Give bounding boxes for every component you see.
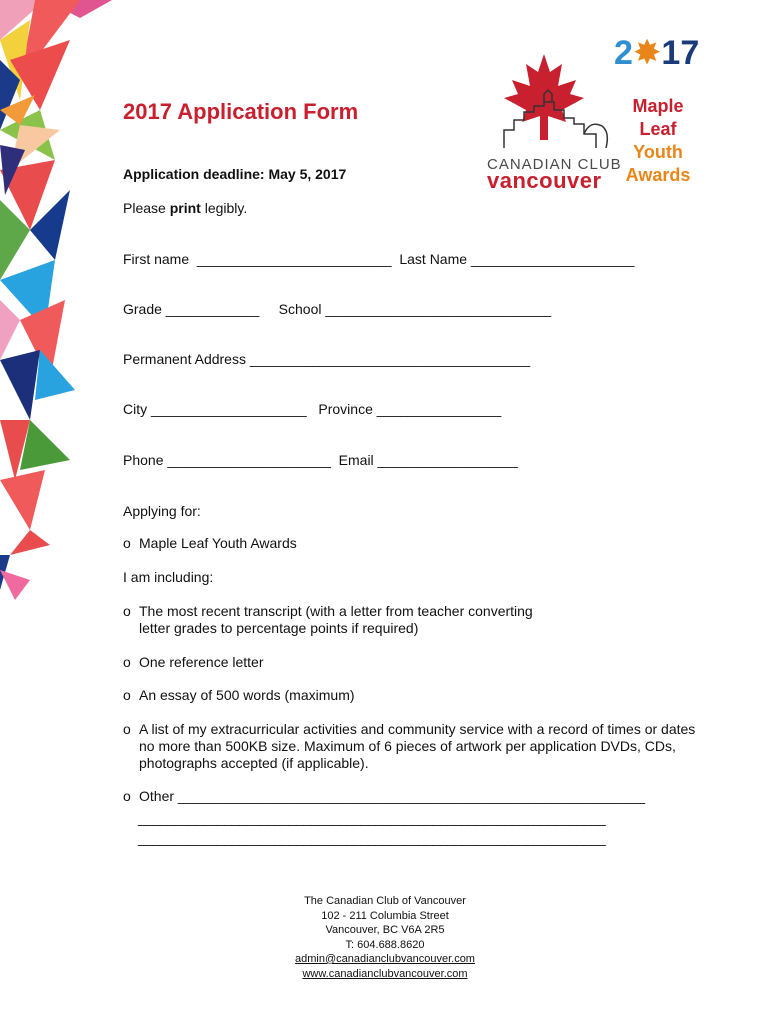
including-item-label: A list of my extracurricular activities and community service with a record of times or dates no more than 500KB size. Maximum of 6 pieces of artwork per application DVDs, CDs, photographs accepted (if applicable). bbox=[139, 721, 696, 771]
permanent-address-field[interactable] bbox=[123, 351, 530, 367]
club-city: vancouver bbox=[487, 168, 602, 193]
checkbox-icon[interactable]: o bbox=[123, 654, 131, 670]
first-last-name-label: First name _________________________ Last Name _____________________ bbox=[123, 251, 635, 267]
applying-for-label: Applying for: bbox=[123, 503, 201, 519]
maple-leaf-skyline-logo bbox=[484, 50, 619, 165]
applying-option-label: Maple Leaf Youth Awards bbox=[139, 535, 297, 551]
footer-street: 102 - 211 Columbia Street bbox=[321, 909, 449, 922]
first-last-name-field[interactable] bbox=[123, 251, 634, 267]
phone-email-label: Phone _____________________ Email __________________ bbox=[123, 452, 518, 468]
including-item-label: The most recent transcript (with a letter from teacher converting letter grades to percentage points if required) bbox=[139, 603, 533, 636]
application-deadline: Application deadline: May 5, 2017 bbox=[123, 166, 347, 182]
year-right-digits: 17 bbox=[661, 34, 700, 72]
grade-school-label: Grade ____________ School _____________________________ bbox=[123, 301, 552, 317]
footer-phone: T: 604.688.8620 bbox=[345, 938, 425, 951]
footer-email-link[interactable]: admin@canadianclubvancouver.com bbox=[295, 953, 475, 965]
awards-line-awards: Awards bbox=[625, 165, 691, 185]
checkbox-icon[interactable]: o bbox=[123, 603, 131, 619]
year-left-digit: 2 bbox=[614, 34, 633, 72]
phone-email-field[interactable] bbox=[123, 452, 518, 468]
awards-line-maple: Maple bbox=[632, 96, 684, 116]
including-item-label: An essay of 500 words (maximum) bbox=[139, 687, 355, 703]
other-blank-line[interactable]: _________________________________________________________________ bbox=[138, 830, 606, 846]
including-item-reference[interactable] bbox=[123, 654, 264, 671]
footer-city: Vancouver, BC V6A 2R5 bbox=[325, 924, 445, 936]
awards-line-leaf: Leaf bbox=[639, 119, 677, 139]
city-province-label: City ____________________ Province ________________ bbox=[123, 401, 502, 417]
footer-contact bbox=[0, 894, 770, 981]
including-item-label: One reference letter bbox=[139, 654, 264, 670]
print-suffix: legibly. bbox=[200, 200, 248, 216]
footer-website-link[interactable]: www.canadianclubvancouver.com bbox=[302, 967, 468, 980]
print-instruction bbox=[123, 200, 247, 216]
print-prefix: Please bbox=[123, 200, 170, 216]
including-item-essay[interactable] bbox=[123, 687, 355, 704]
form-title: 2017 Application Form bbox=[123, 99, 359, 124]
footer-org-name: The Canadian Club of Vancouver bbox=[304, 895, 466, 907]
including-label: I am including: bbox=[123, 569, 214, 585]
including-item-transcript[interactable] bbox=[123, 603, 533, 637]
awards-line-youth: Youth bbox=[633, 142, 683, 162]
checkbox-icon[interactable]: o bbox=[123, 721, 131, 737]
city-province-field[interactable] bbox=[123, 401, 501, 417]
awards-title bbox=[620, 95, 696, 187]
club-label: CANADIAN CLUB bbox=[487, 156, 622, 173]
including-item-other[interactable] bbox=[123, 788, 645, 805]
checkbox-icon[interactable]: o bbox=[123, 535, 131, 551]
applying-option-maple-leaf[interactable] bbox=[123, 535, 297, 552]
checkbox-icon[interactable]: o bbox=[123, 687, 131, 703]
logo-year-2017 bbox=[614, 33, 699, 73]
including-item-activities[interactable] bbox=[123, 721, 695, 772]
year-maple-leaf-icon: ✸ bbox=[632, 34, 662, 72]
other-blank-line[interactable]: _________________________________________________________________ bbox=[138, 810, 606, 826]
checkbox-icon[interactable]: o bbox=[123, 788, 131, 804]
including-item-label: Other ____________________________________________________________ bbox=[139, 788, 646, 804]
decorative-triangle-border bbox=[0, 0, 120, 620]
grade-school-field[interactable] bbox=[123, 301, 551, 317]
print-bold: print bbox=[169, 200, 201, 216]
address-label: Permanent Address ____________________________________ bbox=[123, 351, 531, 367]
